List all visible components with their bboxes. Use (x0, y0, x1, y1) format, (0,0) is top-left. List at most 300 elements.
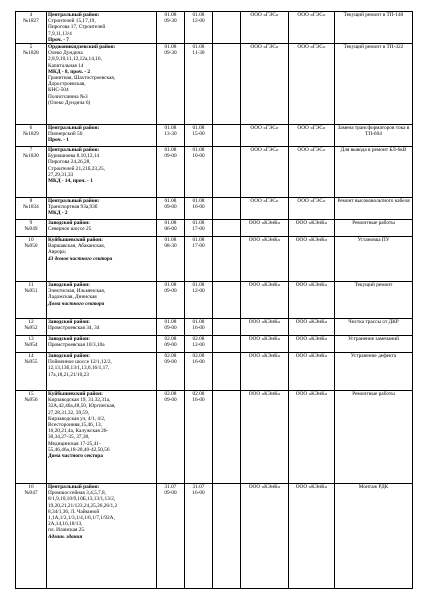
row-number-cell (16, 237, 47, 282)
start-date: 01.08 (164, 12, 177, 18)
address-cell (47, 147, 157, 198)
address-line: Пирогова 24,26,28, (48, 159, 91, 166)
start-time: 09-00 (164, 153, 177, 160)
start-date: 01.08 (164, 237, 177, 244)
row-number: 8 (29, 198, 33, 205)
executor-name: ООО «КЭнК» (295, 220, 328, 227)
district-label: Центральный район: (48, 12, 100, 18)
start-date: 01.08 (164, 319, 177, 326)
address-line: пл. Иланская 25. (48, 527, 86, 534)
work-description: Монтаж РДК (358, 484, 389, 491)
address-line: Строителей 21,21б,23,25, (48, 165, 105, 172)
row-number-cell (16, 353, 47, 391)
end-time: 16-00 (192, 359, 205, 366)
district-label: Заводской район: (48, 282, 90, 289)
executor-cell (289, 12, 335, 44)
table-row (16, 125, 413, 147)
address-line: Пойменное шоссе 12/1,12/2, (48, 359, 112, 366)
executor-name: ООО «ГЭС» (297, 12, 326, 18)
work-description-cell (335, 484, 413, 589)
executor-name: ООО «КЭнК» (295, 336, 328, 343)
organization-cell (241, 319, 289, 336)
table-row (16, 198, 413, 220)
organization-name: ООО «КЭнК» (248, 319, 281, 326)
end-time: 17-00 (192, 243, 205, 250)
address-line: Кирзаводская 19, 31,32,31а, (48, 397, 111, 404)
start-time: 08-30 (164, 243, 177, 250)
table-row (16, 282, 413, 319)
work-description-cell (335, 319, 413, 336)
start-date: 01.08 (164, 125, 177, 132)
executor-name: ООО «КЭнК» (295, 484, 328, 491)
end-datetime-cell (185, 391, 213, 484)
row-number-cell (16, 44, 47, 125)
organization-cell (241, 125, 289, 147)
end-date: 02.08 (192, 391, 205, 398)
address-line: Пирогова 17, Строителей (48, 24, 106, 31)
end-time: 12-00 (192, 342, 205, 349)
empty-cell (213, 125, 241, 147)
row-number: 13 (28, 336, 34, 343)
work-description-cell (335, 353, 413, 391)
end-date: 01.08 (192, 220, 205, 227)
organization-name: ООО «КЭнК» (248, 336, 281, 343)
start-date: 01.08 (164, 44, 177, 51)
address-cell (47, 484, 157, 589)
executor-name: ООО «ГЭС» (297, 125, 326, 132)
address-line: 7,9,11,13/4 (48, 30, 72, 37)
request-code: №1834 (23, 204, 39, 211)
row-number: 5 (29, 44, 33, 51)
start-time: 09-00 (164, 397, 177, 404)
organization-cell (241, 391, 289, 484)
end-datetime-cell (185, 44, 213, 125)
executor-cell (289, 220, 335, 237)
row-number: 9 (29, 220, 33, 227)
start-time: 09-30 (164, 18, 177, 25)
executor-name: ООО «КЭнК» (295, 391, 328, 398)
organization-name: ООО «КЭнК» (248, 484, 281, 491)
start-time: 09-00 (164, 359, 177, 366)
work-description: Устранение замечаний (348, 336, 399, 343)
organization-cell (241, 484, 289, 589)
work-description-cell (335, 147, 413, 198)
executor-cell (289, 125, 335, 147)
work-description: Текущий ремонт в ТП-140 (343, 12, 404, 18)
work-description: Текущий ремонт в ТП-322 (343, 44, 404, 51)
organization-name: ООО «ГЭС» (250, 12, 279, 18)
end-date: 01.08 (192, 147, 205, 154)
address-line: 27,29,31,33 (48, 171, 74, 178)
organization-cell (241, 198, 289, 220)
address-line: Пионерский 50 (48, 131, 83, 138)
executor-cell (289, 282, 335, 319)
end-date: 01.08 (192, 125, 205, 132)
executor-cell (289, 147, 335, 198)
work-description-cell (335, 44, 413, 125)
address-line: 8/1,9,10,10/9,10Б,13,13/1,13/2, (48, 496, 116, 503)
start-time: 09-00 (164, 490, 177, 497)
work-description: Ремонтные работы (352, 391, 395, 398)
executor-name: ООО «ГЭС» (297, 198, 326, 205)
address-cell (47, 12, 157, 44)
organization-name: ООО «ГЭС» (250, 125, 279, 132)
address-line: 2А,14,16,18/13, (48, 521, 83, 528)
start-date: 01.08 (164, 147, 177, 154)
row-number: 16 (28, 484, 34, 491)
start-datetime-cell (157, 391, 185, 484)
table-body (16, 12, 413, 589)
end-date: 02.08 (192, 353, 205, 360)
row-number: 11 (28, 282, 34, 289)
organization-name: ООО «ГЭС» (250, 198, 279, 205)
request-code: №1830 (23, 153, 39, 160)
table-row (16, 353, 413, 391)
district-label: Заводской район: (48, 319, 90, 326)
address-cell (47, 319, 157, 336)
end-date: 01.08 (192, 198, 205, 205)
district-label: Центральный район: (48, 147, 100, 154)
building-count: Проч. - 1 (48, 137, 69, 144)
building-count: МКД - 2 (48, 210, 68, 217)
end-datetime-cell (185, 282, 213, 319)
start-date: 02.08 (164, 336, 177, 343)
table-row (16, 44, 413, 125)
address-cell (47, 237, 157, 282)
end-datetime-cell (185, 237, 213, 282)
end-time: 12-00 (192, 18, 205, 25)
address-line: Промшоссейная 3,4,5,7,8, (48, 490, 106, 497)
work-description-cell (335, 125, 413, 147)
end-time: 12-00 (192, 288, 205, 295)
organization-name: ООО «ГЭС» (250, 147, 279, 154)
start-datetime-cell (157, 237, 185, 282)
executor-name: ООО «ГЭС» (297, 147, 326, 154)
row-number-cell (16, 319, 47, 336)
row-number: 6 (29, 125, 33, 132)
address-line: 55,46,46а,18-28,40-42,50,56 (48, 446, 110, 453)
address-line: Полисплинна №3 (48, 93, 88, 100)
district-label: Заводской район: (48, 220, 90, 227)
row-number-cell (16, 391, 47, 484)
address-cell (47, 125, 157, 147)
row-number: 4 (29, 12, 33, 18)
address-cell (47, 353, 157, 391)
start-date: 01.08 (164, 220, 177, 227)
table-row (16, 336, 413, 353)
executor-cell (289, 353, 335, 391)
row-number-cell (16, 484, 47, 589)
work-description: Текущий ремонт (354, 282, 393, 289)
start-datetime-cell (157, 282, 185, 319)
empty-cell (213, 147, 241, 198)
empty-cell (213, 12, 241, 44)
work-description-cell (335, 391, 413, 484)
address-line: Капитальная 14 (48, 62, 84, 69)
address-line: Кирзаводская ул, 4/1, 4/2, (48, 415, 106, 422)
table-row (16, 147, 413, 198)
row-number: 15 (28, 391, 34, 398)
row-number: 10 (28, 237, 34, 244)
district-label: Куйбышевский район: (48, 237, 103, 244)
address-line: 30,34,27-35, 37,38, (48, 434, 90, 441)
executor-cell (289, 484, 335, 589)
end-time: 16-00 (192, 204, 205, 211)
start-datetime-cell (157, 336, 185, 353)
end-datetime-cell (185, 125, 213, 147)
private-sector-note: 43 домов частного сектора (48, 255, 113, 262)
end-time: 10-00 (192, 153, 205, 160)
end-time: 16-00 (192, 397, 205, 404)
end-date: 01.08 (192, 12, 205, 18)
request-code: №951 (24, 288, 38, 295)
address-line: Транспортная 93а,93б (48, 204, 98, 211)
outage-schedule-table (15, 11, 413, 589)
request-code: №950 (24, 243, 38, 250)
address-line: Доростроевская, (48, 81, 86, 88)
address-line: Строителей 15,17,19, (48, 18, 96, 25)
table-row (16, 319, 413, 336)
address-line: Промстроевская 34, 34 (48, 325, 100, 332)
organization-cell (241, 282, 289, 319)
organization-cell (241, 336, 289, 353)
work-description-cell (335, 336, 413, 353)
outage-schedule-page (15, 11, 412, 589)
address-line: Всесторонняя,15,46, 13, (48, 422, 103, 429)
work-description-cell (335, 220, 413, 237)
start-datetime-cell (157, 198, 185, 220)
row-number-cell (16, 198, 47, 220)
organization-cell (241, 237, 289, 282)
start-datetime-cell (157, 220, 185, 237)
address-line: 8,34/1,36, Л. Чайкиной (48, 508, 100, 515)
address-cell (47, 336, 157, 353)
district-label: Куйбышевский район: (48, 391, 103, 398)
organization-cell (241, 220, 289, 237)
address-cell (47, 391, 157, 484)
end-date: 02.08 (192, 336, 205, 343)
district-label: Орджоникидзевский район: (48, 44, 116, 51)
end-datetime-cell (185, 198, 213, 220)
executor-name: ООО «КЭнК» (295, 237, 328, 244)
district-label: Заводской район: (48, 336, 90, 343)
start-datetime-cell (157, 147, 185, 198)
empty-cell (213, 336, 241, 353)
row-number-cell (16, 336, 47, 353)
end-datetime-cell (185, 319, 213, 336)
address-line: 16,20,21,4а, Калужская 26- (48, 428, 109, 435)
executor-cell (289, 44, 335, 125)
request-code: №947 (24, 490, 38, 497)
end-datetime-cell (185, 220, 213, 237)
address-cell (47, 198, 157, 220)
address-line: Медицинская 17-25,41- (48, 440, 101, 447)
address-line: 27,28,31,32, 39,59, (48, 409, 90, 416)
end-date: 01.08 (192, 319, 205, 326)
end-date: 01.08 (192, 237, 205, 244)
empty-cell (213, 484, 241, 589)
address-line: 17а,18,21,21/10,23 (48, 371, 89, 378)
address-line: 12,13,13б,13/1,13,6,16/1,17, (48, 365, 110, 372)
end-datetime-cell (185, 484, 213, 589)
empty-cell (213, 353, 241, 391)
start-time: 09-00 (164, 288, 177, 295)
table-row (16, 391, 413, 484)
end-time: 11-30 (192, 50, 205, 57)
start-datetime-cell (157, 484, 185, 589)
district-label: Центральный район: (48, 125, 100, 132)
organization-cell (241, 12, 289, 44)
address-line: Олеко Дундича (48, 50, 83, 57)
start-date: 02.08 (164, 391, 177, 398)
row-number-cell (16, 147, 47, 198)
work-description-cell (335, 12, 413, 44)
end-time: 17-00 (192, 226, 205, 233)
empty-cell (213, 391, 241, 484)
empty-cell (213, 198, 241, 220)
request-code: №952 (24, 325, 38, 332)
address-line: 32А,42,46а,48,50, Юргинская, (48, 403, 116, 410)
row-number-cell (16, 282, 47, 319)
address-line: 2,8,9,10,11,12,12а,14,16, (48, 56, 102, 63)
executor-cell (289, 237, 335, 282)
start-time: 09-00 (164, 325, 177, 332)
work-description: Замена трансформаторов тока в ТП-604 (337, 125, 410, 138)
row-number: 14 (28, 353, 34, 360)
executor-name: ООО «КЭнК» (295, 319, 328, 326)
address-line: КНС-504 (48, 87, 69, 94)
row-number-cell (16, 220, 47, 237)
organization-cell (241, 147, 289, 198)
empty-cell (213, 220, 241, 237)
start-time: 06-00 (164, 226, 177, 233)
empty-cell (213, 282, 241, 319)
work-description-cell (335, 237, 413, 282)
address-line: Ладожская, Днинская (48, 294, 97, 301)
start-date: 01.08 (164, 282, 177, 289)
start-datetime-cell (157, 44, 185, 125)
start-date: 01.08 (164, 198, 177, 205)
organization-name: ООО «КЭнК» (248, 282, 281, 289)
address-cell (47, 44, 157, 125)
start-date: 02.08 (164, 353, 177, 360)
end-datetime-cell (185, 353, 213, 391)
request-code: №1827 (23, 18, 39, 25)
request-code: №1828 (23, 50, 39, 57)
building-count: МКД - 14, проч. - 1 (48, 178, 93, 185)
start-date: 31.07 (164, 484, 177, 491)
request-code: №956 (24, 397, 38, 404)
empty-cell (213, 44, 241, 125)
work-description-cell (335, 282, 413, 319)
organization-name: ООО «КЭнК» (248, 237, 281, 244)
executor-cell (289, 391, 335, 484)
private-sector-note: Админ. здания (48, 533, 83, 540)
executor-name: ООО «КЭнК» (295, 353, 328, 360)
end-date: 01.08 (192, 282, 205, 289)
organization-cell (241, 353, 289, 391)
start-datetime-cell (157, 12, 185, 44)
end-date: 31.07 (192, 484, 205, 491)
end-datetime-cell (185, 336, 213, 353)
request-code: №949 (24, 226, 38, 233)
start-time: 09-00 (164, 342, 177, 349)
start-time: 13-30 (164, 131, 177, 138)
table-row (16, 237, 413, 282)
end-datetime-cell (185, 147, 213, 198)
start-time: 09-00 (164, 204, 177, 211)
address-cell (47, 220, 157, 237)
address-line: Промстроевская 10/3,10а (48, 342, 105, 349)
organization-name: ООО «КЭнК» (248, 353, 281, 360)
work-description: Чистка трассы от ДКР (348, 319, 399, 326)
row-number: 12 (28, 319, 34, 326)
private-sector-note: Дома частного сектора (48, 300, 105, 307)
request-code: №954 (24, 342, 38, 349)
executor-cell (289, 336, 335, 353)
end-time: 15-00 (192, 131, 205, 138)
executor-cell (289, 198, 335, 220)
start-datetime-cell (157, 125, 185, 147)
district-label: Центральный район: (48, 198, 100, 205)
building-count: Дома частного сектора (48, 453, 103, 460)
table-row (16, 220, 413, 237)
building-count: МКД - 8, проч. - 2 (48, 68, 91, 75)
work-description: Для вывода в ремонт БЛ-6кВ (340, 147, 407, 154)
address-line: Бурнашоева 8,10,12,14 (48, 153, 100, 160)
district-label: Заводской район: (48, 353, 90, 360)
end-time: 16-00 (192, 490, 205, 497)
table-row (16, 484, 413, 589)
organization-cell (241, 44, 289, 125)
address-line: Электисная, Ильменская, (48, 288, 106, 295)
work-description: Установка ПУ (357, 237, 390, 244)
work-description: Ремонтные работы (352, 220, 395, 227)
empty-cell (213, 319, 241, 336)
start-datetime-cell (157, 353, 185, 391)
row-number: 7 (29, 147, 33, 154)
district-label: Центральный район: (48, 484, 100, 491)
work-description: Ремонт высоковольтного кабеля (337, 198, 410, 205)
row-number-cell (16, 125, 47, 147)
work-description: Устранение дефекта (350, 353, 397, 360)
end-date: 01.08 (192, 44, 205, 51)
work-description-cell (335, 198, 413, 220)
address-line: Варшавская, Абаканская, (48, 243, 105, 250)
organization-name: ООО «ГЭС» (250, 44, 279, 51)
address-line: Северное шоссе 25 (48, 226, 92, 233)
address-cell (47, 282, 157, 319)
request-code: №955 (24, 359, 38, 366)
start-time: 09-30 (164, 50, 177, 57)
executor-name: ООО «КЭнК» (295, 282, 328, 289)
address-line: 1,1А,1/2,1/3,1/4,1/6,1/7,1/92А, (48, 515, 115, 522)
end-datetime-cell (185, 12, 213, 44)
address-line: Гранитная, Шахтостроевская, (48, 75, 116, 82)
request-code: №1829 (23, 131, 39, 138)
organization-name: ООО «КЭнК» (248, 220, 281, 227)
row-number-cell (16, 12, 47, 44)
organization-name: ООО «КЭнК» (248, 391, 281, 398)
start-datetime-cell (157, 319, 185, 336)
building-count: Проч. - 7 (48, 36, 69, 43)
address-line: (Олеко Дундича 6) (48, 99, 91, 106)
executor-cell (289, 319, 335, 336)
end-time: 16-00 (192, 325, 205, 332)
empty-cell (213, 237, 241, 282)
address-line: 19,20,21,21/123,24,25,26,26/1,2 (48, 502, 118, 509)
address-line: Аврора; (48, 249, 67, 256)
